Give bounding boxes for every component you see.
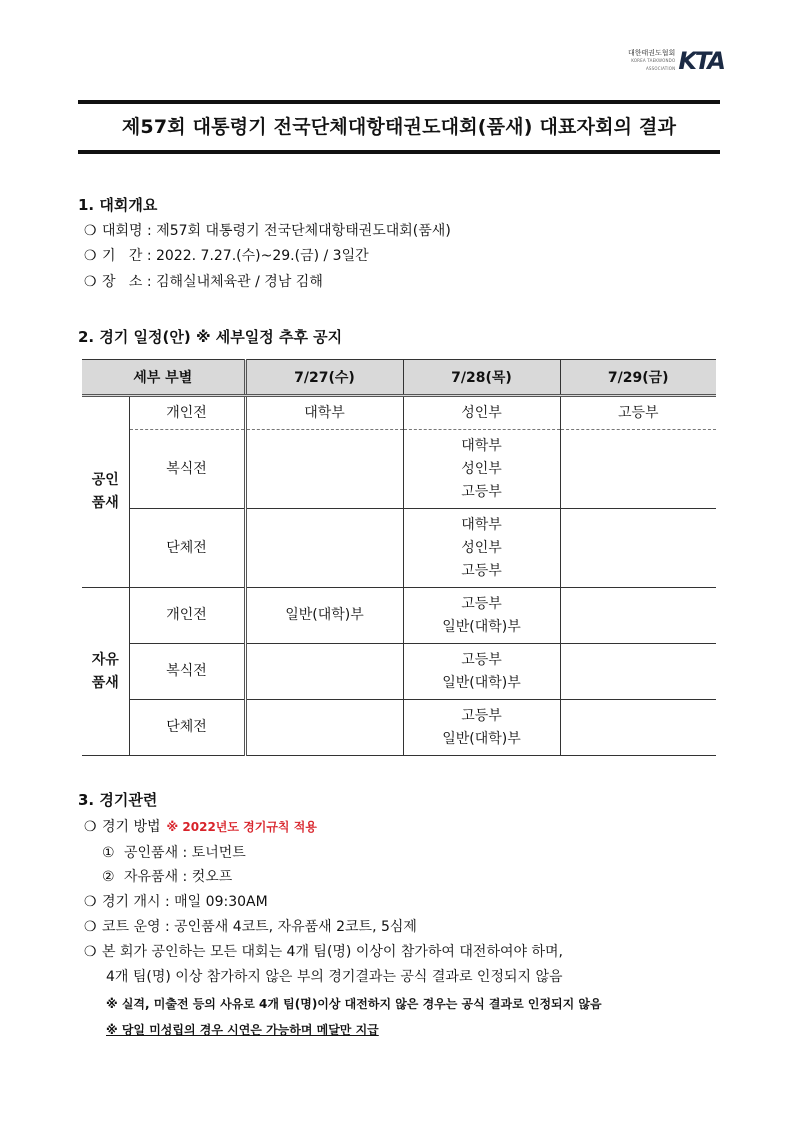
schedule-cell bbox=[560, 700, 716, 756]
overview-text: 장 소 : 김해실내체육관 / 경남 김해 bbox=[102, 274, 323, 290]
circle-bullet-icon: ❍ bbox=[84, 248, 97, 264]
numbered-bullet-icon: ② bbox=[102, 869, 115, 885]
table-header-cell: 세부 부별 bbox=[82, 360, 245, 396]
section3-heading: 3. 경기관련 bbox=[78, 791, 158, 809]
rule-text: 본 회가 공인하는 모든 대회는 4개 팀(명) 이상이 참가하여 대전하여야 하며, bbox=[102, 944, 563, 960]
rule-item bbox=[84, 916, 417, 936]
table-row bbox=[82, 644, 716, 700]
circle-bullet-icon: ❍ bbox=[84, 274, 97, 290]
event-cell: 개인전 bbox=[129, 396, 245, 430]
rule-text: 코트 운영 : 공인품새 4코트, 자유품새 2코트, 5심제 bbox=[102, 919, 417, 935]
overview-item bbox=[84, 245, 369, 265]
schedule-cell: 고등부 일반(대학)부 bbox=[403, 644, 560, 700]
table-row bbox=[82, 509, 716, 588]
method-item bbox=[84, 816, 317, 836]
circle-bullet-icon: ❍ bbox=[84, 223, 97, 239]
overview-item bbox=[84, 271, 323, 291]
sub-item-text: 공인품새 : 토너먼트 bbox=[124, 845, 246, 861]
section2-heading: 2. 경기 일정(안) ※ 세부일정 추후 공지 bbox=[78, 328, 343, 346]
rule-item bbox=[84, 941, 563, 961]
event-cell: 복식전 bbox=[129, 430, 245, 509]
table-header-cell: 7/27(수) bbox=[245, 360, 403, 396]
event-cell: 개인전 bbox=[129, 588, 245, 644]
overview-text: 대회명 : 제57회 대통령기 전국단체대항태권도대회(품새) bbox=[102, 223, 451, 239]
event-cell: 단체전 bbox=[129, 700, 245, 756]
schedule-cell: 대학부 bbox=[245, 396, 403, 430]
table-row bbox=[82, 700, 716, 756]
table-row bbox=[82, 396, 716, 430]
table-row bbox=[82, 588, 716, 644]
schedule-cell bbox=[560, 430, 716, 509]
page-title: 제57회 대통령기 전국단체대항태권도대회(품새) 대표자회의 결과 bbox=[121, 116, 677, 138]
table-header-row bbox=[82, 360, 716, 396]
rule-text: 경기 개시 : 매일 09:30AM bbox=[102, 894, 268, 910]
schedule-cell: 고등부 일반(대학)부 bbox=[403, 588, 560, 644]
logo-org-name: 대한태권도협회 KOREA TAEKWONDO ASSOCIATION bbox=[627, 49, 676, 71]
schedule-cell bbox=[245, 644, 403, 700]
kta-logo bbox=[612, 48, 724, 74]
event-cell: 단체전 bbox=[129, 509, 245, 588]
sub-item bbox=[102, 866, 232, 886]
rule-item bbox=[84, 891, 268, 911]
schedule-cell: 고등부 bbox=[560, 396, 716, 430]
schedule-cell bbox=[245, 430, 403, 509]
section1-heading: 1. 대회개요 bbox=[78, 196, 158, 214]
circle-bullet-icon: ❍ bbox=[84, 894, 97, 910]
circle-bullet-icon: ❍ bbox=[84, 944, 97, 960]
footnote: ※ 실격, 미출전 등의 사유로 4개 팀(명)이상 대전하지 않은 경우는 공식 결과로 인정되지 않음 bbox=[106, 997, 602, 1011]
title-top-rule bbox=[78, 100, 720, 104]
table-header-cell: 7/28(목) bbox=[403, 360, 560, 396]
schedule-cell bbox=[245, 509, 403, 588]
schedule-cell bbox=[245, 700, 403, 756]
schedule-cell: 성인부 bbox=[403, 396, 560, 430]
schedule-cell: 일반(대학)부 bbox=[245, 588, 403, 644]
schedule-table bbox=[82, 359, 716, 756]
schedule-cell: 대학부 성인부 고등부 bbox=[403, 430, 560, 509]
table-row bbox=[82, 430, 716, 509]
method-label: 경기 방법 bbox=[102, 819, 161, 835]
sub-item-text: 자유품새 : 컷오프 bbox=[124, 869, 233, 885]
group-label: 공인 품새 bbox=[82, 396, 129, 588]
circle-bullet-icon: ❍ bbox=[84, 819, 97, 835]
logo-mark: KTA bbox=[678, 47, 724, 75]
overview-text: 기 간 : 2022. 7.27.(수)~29.(금) / 3일간 bbox=[102, 248, 369, 264]
circle-bullet-icon: ❍ bbox=[84, 919, 97, 935]
schedule-cell bbox=[560, 644, 716, 700]
rule-continuation: 4개 팀(명) 이상 참가하지 않은 부의 경기결과는 공식 결과로 인정되지 않음 bbox=[106, 969, 563, 985]
overview-item bbox=[84, 220, 451, 240]
method-note: ※ 2022년도 경기규칙 적용 bbox=[166, 820, 317, 834]
numbered-bullet-icon: ① bbox=[102, 845, 115, 861]
schedule-cell bbox=[560, 509, 716, 588]
title-bottom-rule bbox=[78, 150, 720, 154]
sub-item bbox=[102, 842, 246, 862]
schedule-cell: 고등부 일반(대학)부 bbox=[403, 700, 560, 756]
group-label: 자유 품새 bbox=[82, 588, 129, 756]
footnote: ※ 당일 미성립의 경우 시연은 가능하며 메달만 지급 bbox=[106, 1023, 379, 1037]
schedule-cell bbox=[560, 588, 716, 644]
table-header-cell: 7/29(금) bbox=[560, 360, 716, 396]
schedule-cell: 대학부 성인부 고등부 bbox=[403, 509, 560, 588]
event-cell: 복식전 bbox=[129, 644, 245, 700]
